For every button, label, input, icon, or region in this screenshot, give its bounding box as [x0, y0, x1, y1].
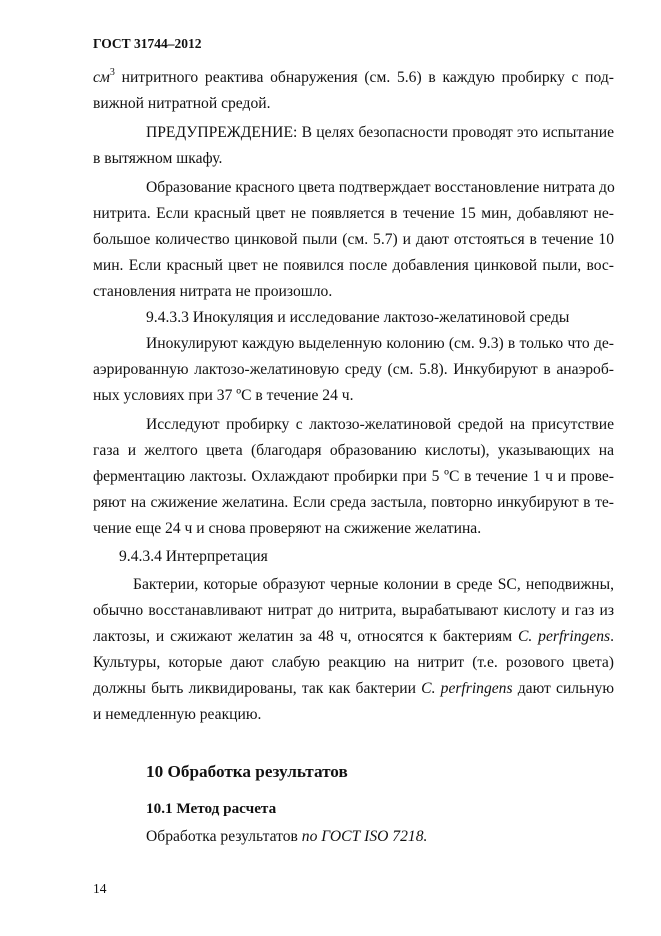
body-line	[93, 627, 614, 647]
body-line: Бактерии, которые образуют черные колонии в среде SC, неподвижны,	[133, 576, 614, 593]
body-line	[93, 679, 614, 699]
body-line: большое количество цинковой пыли (см. 5.7) и дают отстояться в течение 10	[93, 231, 614, 248]
body-line: становления нитрата не произошло.	[93, 283, 333, 300]
body-line: ферментацию лактозы. Охлаждают пробирки при 5 ºС в течение 1 ч и прове-	[93, 468, 614, 485]
body-line: обычно восстанавливают нитрат до нитрита, вырабатывают кислоту и газ из	[93, 602, 614, 619]
body-line: ПРЕДУПРЕЖДЕНИЕ: В целях безопасности проводят это испытание	[146, 124, 614, 141]
body-line: вижной нитратной средой.	[93, 95, 271, 112]
body-line: аэрированную лактозо-желатиновую среду (см. 5.8). Инкубируют в анаэроб-	[93, 361, 614, 378]
body-line: Исследуют пробирку с лактозо-желатиновой средой на присутствие	[146, 416, 614, 433]
body-line: ряют на сжижение желатина. Если среда застыла, повторно инкубируют в те-	[93, 494, 614, 511]
body-line: Инокулируют каждую выделенную колонию (см. 9.3) в только что де-	[146, 335, 614, 352]
subsection-title: 10.1 Метод расчета	[146, 800, 277, 817]
subsection-heading: 9.4.3.3 Инокуляция и исследование лактозо-желатиновой среды	[146, 309, 570, 326]
body-line: в вытяжном шкафу.	[93, 150, 223, 167]
standard-reference: по ГОСТ ISO 7218.	[301, 828, 428, 845]
section-heading: 10 Обработка результатов	[146, 762, 348, 781]
body-line: чение еще 24 ч и снова проверяют на сжижение желатина.	[93, 520, 482, 537]
body-line: Образование красного цвета подтверждает восстановление нитрата до	[146, 179, 615, 196]
body-line: Культуры, которые дают слабую реакцию на нитрит (т.е. розового цвета)	[93, 654, 614, 671]
body-text: .	[610, 628, 614, 645]
body-text: нитритного реактива обнаружения (см. 5.6) в каждую пробирку с под-	[114, 69, 614, 86]
unit-text: см	[93, 69, 110, 86]
body-line: нитрита. Если красный цвет не появляется в течение 15 мин, добавляют не-	[93, 205, 614, 222]
species-name: C. perfringens	[517, 628, 611, 645]
subsection-heading: 9.4.3.4 Интерпретация	[119, 548, 268, 565]
body-text: дают сильную	[512, 680, 614, 697]
body-line: мин. Если красный цвет не появился после добавления цинковой пыли, вос-	[93, 257, 614, 274]
page-number: 14	[93, 881, 107, 896]
body-text: лактозы, и сжижают желатин за 48 ч, относятся к бактериям	[93, 628, 518, 645]
standard-header: ГОСТ 31744–2012	[93, 36, 202, 51]
body-line	[93, 68, 614, 88]
species-name: C. perfringens	[421, 680, 513, 697]
body-line: газа и желтого цвета (благодаря образованию кислоты), указывающих на	[93, 442, 614, 459]
unit-superscript: 3	[109, 66, 115, 78]
body-text: Обработка результатов	[146, 828, 302, 845]
body-line	[146, 827, 427, 847]
body-text: должны быть ликвидированы, так как бактерии	[93, 680, 422, 697]
body-line: ных условиях при 37 ºС в течение 24 ч.	[93, 387, 354, 404]
body-line: и немедленную реакцию.	[93, 706, 262, 723]
